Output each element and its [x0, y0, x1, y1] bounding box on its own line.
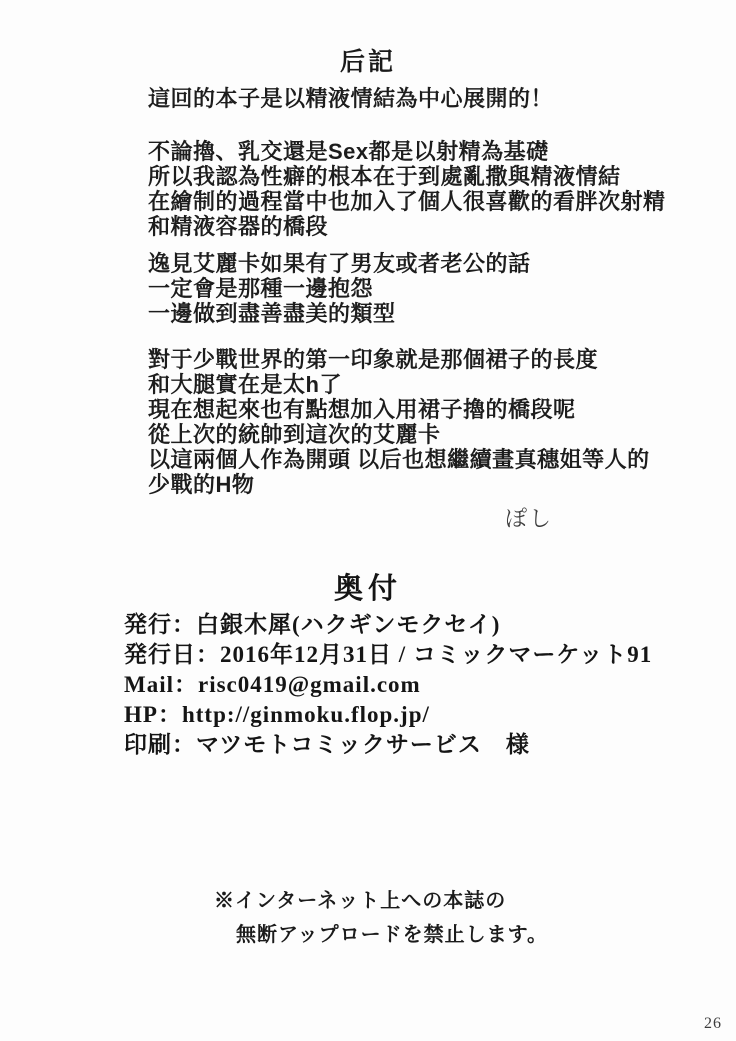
colophon-entry-publisher — [124, 610, 652, 640]
colophon-label: 印刷 — [124, 732, 172, 757]
afterword-paragraph-1 — [148, 86, 553, 111]
afterword-paragraph-2 — [148, 139, 666, 239]
colophon-value: http://ginmoku.flop.jp/ — [181, 702, 430, 727]
text-line: 不論擼、乳交還是Sex都是以射精為基礎 — [148, 139, 549, 164]
author-signature: ぽし — [505, 506, 554, 531]
text-line: 和大腿實在是太h了 — [148, 372, 342, 397]
text-line: 和精液容器的橋段 — [148, 214, 329, 239]
text-line: 所以我認為性癖的根本在于到處亂撒與精液情結 — [148, 164, 621, 189]
colophon-separator: ： — [174, 672, 198, 697]
afterword-title: 后記 — [339, 48, 396, 76]
text-line: 少戰的H物 — [148, 472, 255, 497]
colophon-value: 白銀木犀(ハクギンモクセイ) — [196, 612, 501, 637]
colophon-entry-mail — [124, 670, 652, 700]
text-line: 這回的本子是以精液情結為中心展開的！ — [148, 86, 554, 111]
colophon-entry-homepage — [124, 700, 652, 730]
colophon-separator: ： — [157, 702, 182, 727]
afterword-paragraph-3 — [148, 251, 531, 326]
colophon-value: risc0419@gmail.com — [198, 672, 421, 697]
colophon-value: 2016年12月31日 / コミックマーケット91 — [220, 642, 653, 667]
afterword-paragraph-4 — [148, 347, 650, 497]
colophon-label: HP — [124, 702, 158, 727]
text-line: 現在想起來也有點想加入用裙子擼的橋段呢 — [148, 397, 576, 422]
page-number: 26 — [704, 1015, 722, 1032]
colophon-entry-printer — [124, 730, 652, 760]
colophon-label: Mail — [124, 672, 174, 697]
notice-line: 無断アップロードを禁止します。 — [236, 924, 548, 946]
colophon-separator: ： — [172, 732, 196, 757]
colophon-list — [124, 610, 652, 760]
colophon-title: 奥付 — [333, 573, 402, 605]
text-line: 從上次的統帥到這次的艾麗卡 — [148, 422, 441, 447]
text-line: 以這兩個人作為開頭 以后也想繼續畫真穗姐等人的 — [148, 447, 650, 472]
text-line: 一定會是那種一邊抱怨 — [148, 276, 374, 301]
colophon-value: マツモトコミックサービス 様 — [196, 732, 530, 757]
notice-line: ※インターネット上への本誌の — [214, 890, 507, 912]
text-line: 對于少戰世界的第一印象就是那個裙子的長度 — [148, 347, 599, 372]
colophon-separator: ： — [172, 612, 196, 637]
text-line: 逸見艾麗卡如果有了男友或者老公的話 — [148, 251, 531, 276]
text-line: 一邊做到盡善盡美的類型 — [148, 301, 396, 326]
text-line: 在繪制的過程當中也加入了個人很喜歡的看胖次射精 — [148, 189, 666, 214]
colophon-label: 発行日 — [124, 642, 196, 667]
colophon-separator: ： — [196, 642, 220, 667]
upload-prohibition-notice — [214, 884, 548, 952]
colophon-label: 発行 — [124, 612, 172, 637]
colophon-entry-publish-date — [124, 640, 652, 670]
